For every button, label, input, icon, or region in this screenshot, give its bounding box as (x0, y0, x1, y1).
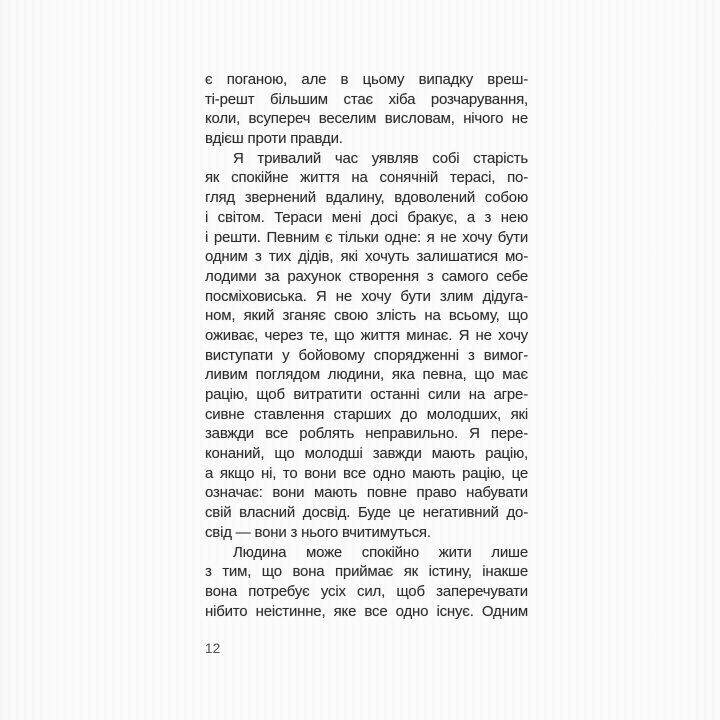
text-line: свід — вони з нього вчитимуться. (205, 523, 431, 541)
text-line: рацію, щоб витратити останні сили на агре- (205, 386, 528, 403)
text-line: нібито неістинне, яке все одно існує. Одним (205, 602, 528, 620)
text-line: з тим, що вона приймає як істину, інакше (205, 563, 528, 581)
text-line: ливим поглядом людини, яка певна, що має (205, 366, 528, 384)
paragraph (205, 149, 528, 543)
text-line: а якщо ні, то вони все одно мають рацію, це (205, 464, 528, 482)
text-line: вдієш проти правди. (205, 130, 343, 148)
text-line: конаний, що молодші завжди мають рацію, (205, 445, 528, 463)
page-number: 12 (205, 641, 221, 656)
text-line: гляд звернений вдалину, вдоволений собою (205, 189, 528, 207)
text-line: одним з тих дідів, які хочуть залишатися мо- (205, 248, 528, 266)
text-line: є поганою, але в цьому випадку вреш- (205, 71, 528, 88)
paragraph (205, 543, 528, 622)
text-line: Я тривалий час уявляв собі старість (233, 149, 528, 167)
text-line: лодими за рахунок створення з самого себе (205, 267, 528, 285)
text-line: коли, всупереч веселим висловам, нічого не (205, 110, 528, 128)
text-line: ті-решт більшим стає хіба розчарування, (205, 90, 528, 108)
text-line: виступати у бойовому спорядженні з вимог- (205, 346, 528, 364)
text-line: вона потребує усіх сил, щоб заперечувати (205, 582, 528, 600)
text-line: і світом. Тераси мені досі бракує, а з нею (205, 208, 528, 226)
page-text-block (205, 70, 528, 621)
text-line: оживає, через те, що життя минає. Я не хочу (205, 326, 528, 344)
text-line: посміховиська. Я не хочу бути злим дідуга- (205, 287, 528, 305)
text-line: означає: вони мають повне право набувати (205, 484, 528, 502)
text-line: свій власний досвід. Буде це негативний до- (205, 504, 528, 522)
paragraph (205, 70, 528, 149)
text-line: як спокійне життя на сонячній терасі, по- (205, 169, 528, 187)
text-line: завжди все роблять неправильно. Я пере- (205, 425, 528, 443)
text-line: Людина може спокійно жити лише (233, 543, 528, 561)
text-line: і решти. Певним є тільки одне: я не хочу бути (205, 228, 528, 246)
text-line: сивне ставлення старших до молодших, які (205, 405, 528, 423)
text-line: ном, який зганяє свою злість на всьому, що (205, 307, 528, 325)
